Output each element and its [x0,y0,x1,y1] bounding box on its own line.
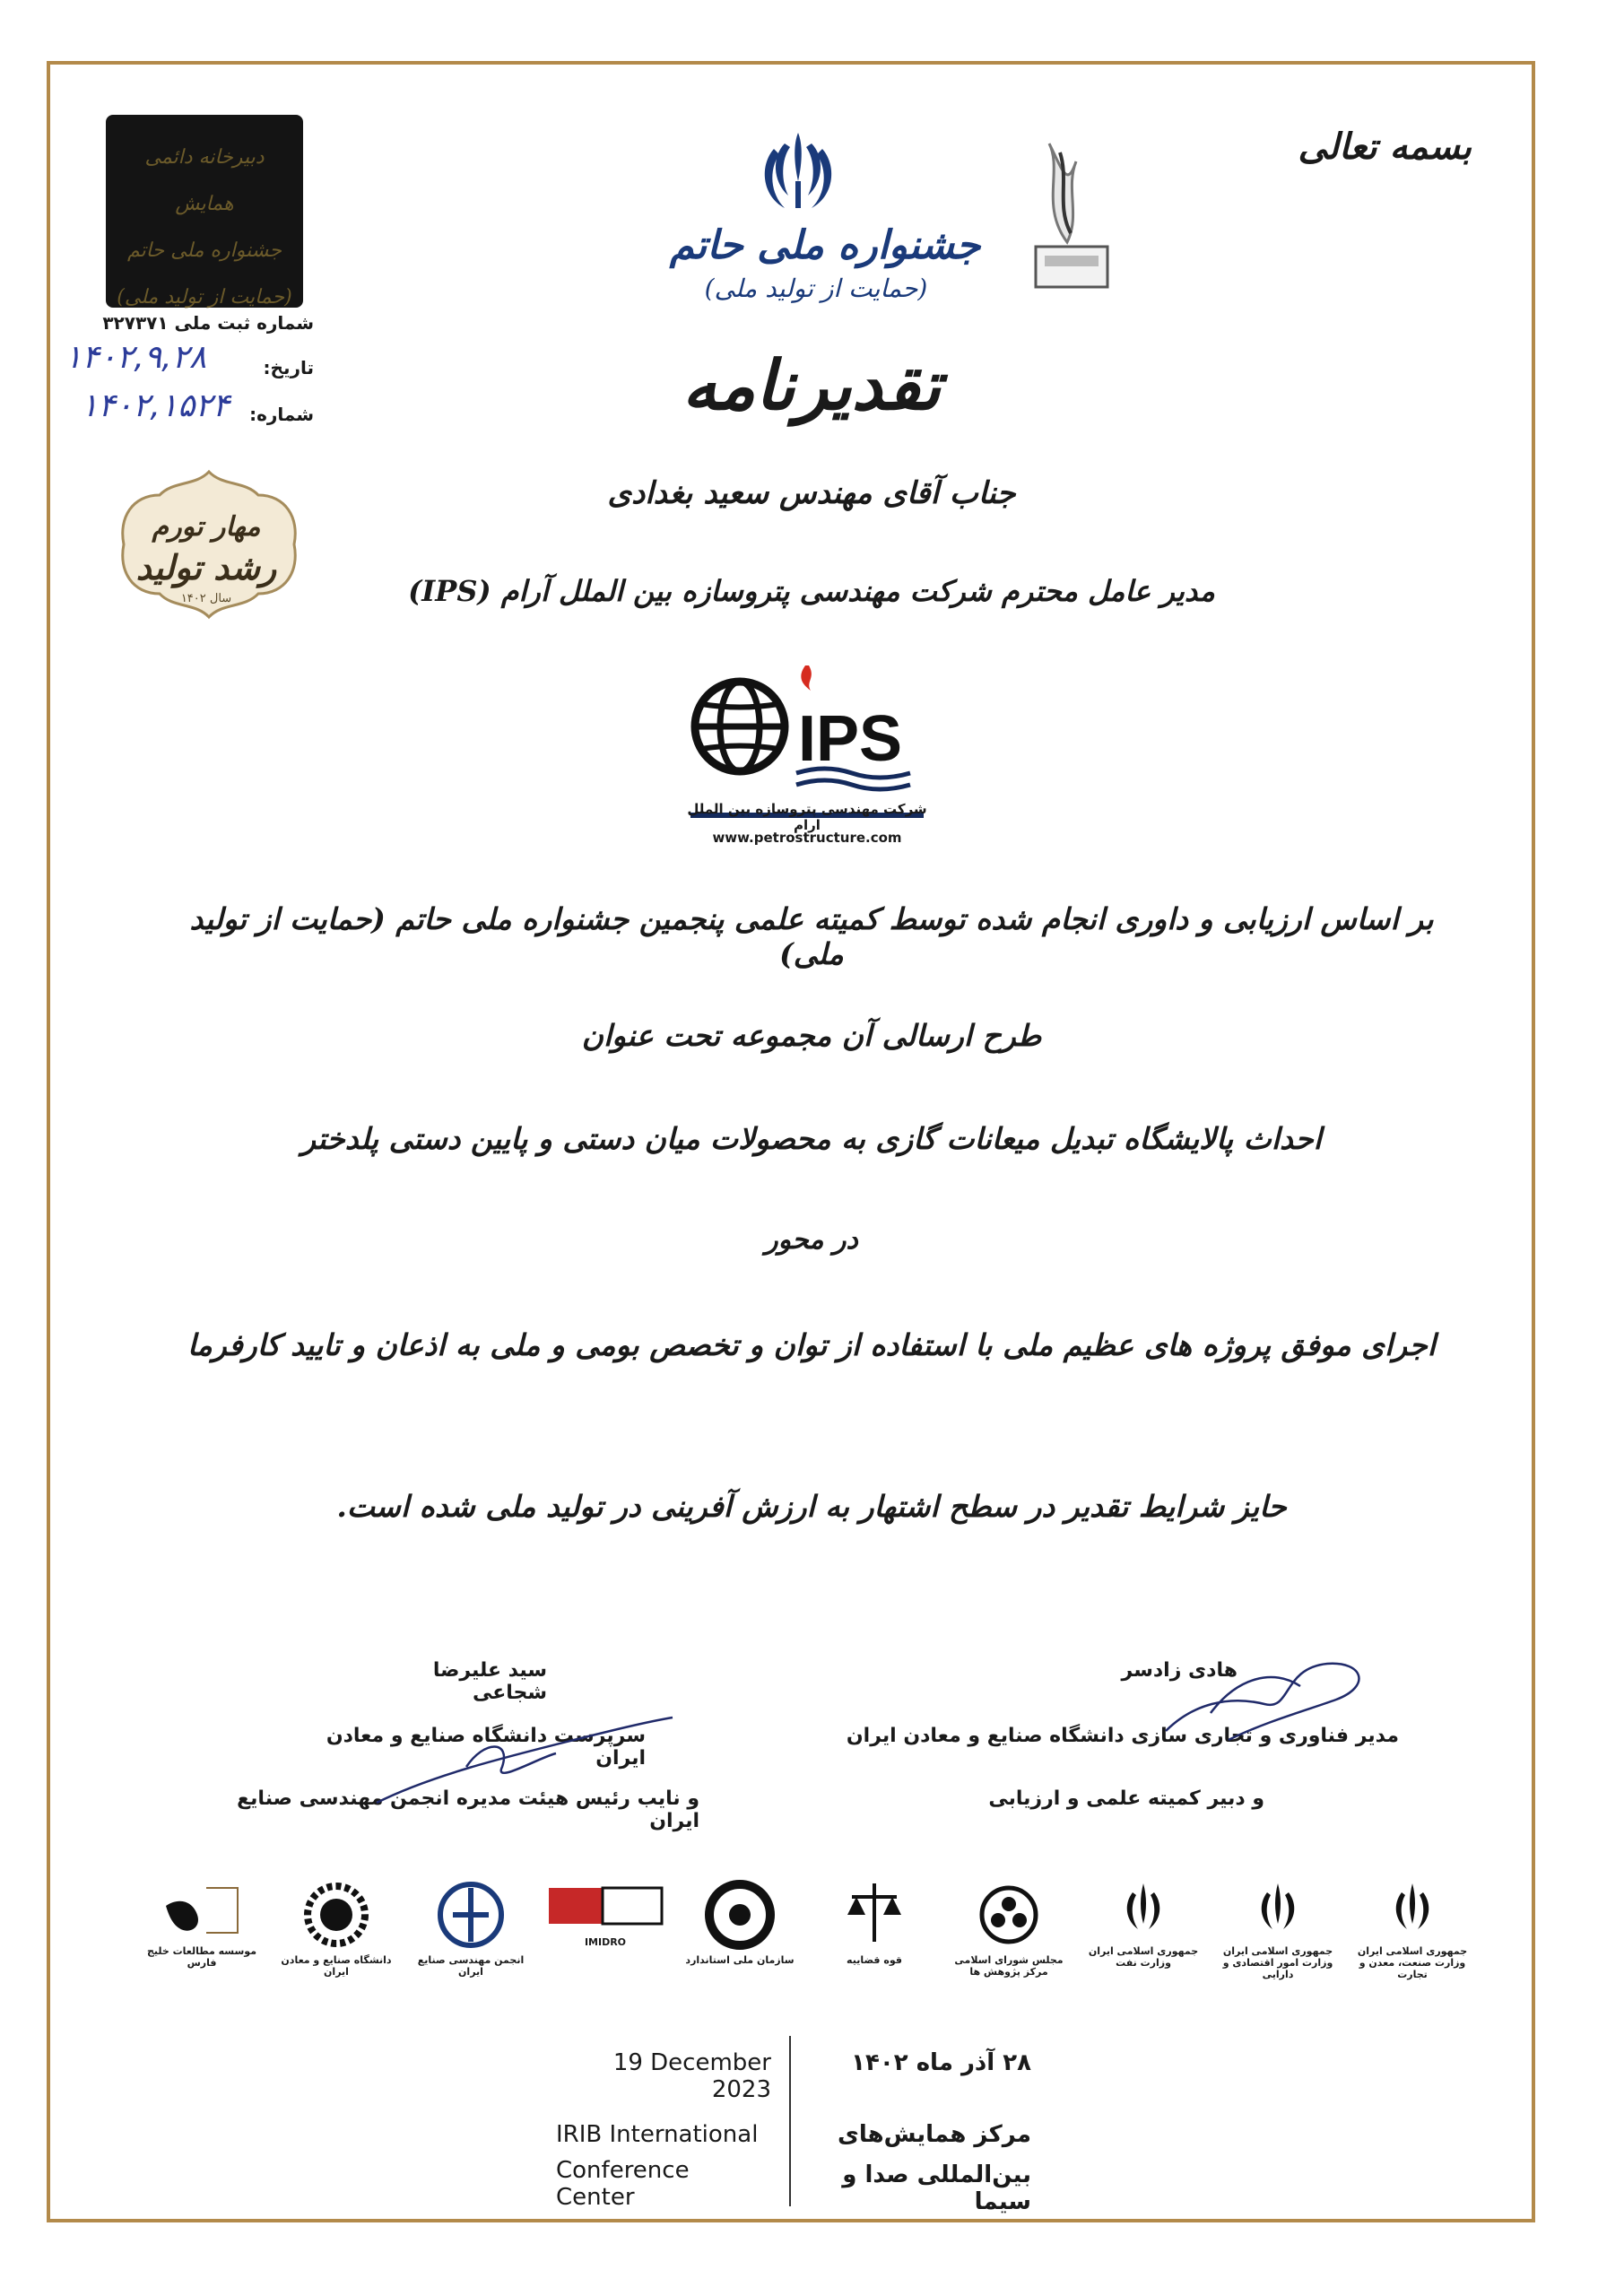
signer-right-name: هادی زادسر [1121,1659,1238,1682]
signer-left-name: سید علیرضا شجاعی [432,1659,547,1704]
org-logo [1076,1879,1211,1969]
org-name: موسسه مطالعات خلیج فارس [146,1945,257,1969]
org-logo [1211,1879,1345,1980]
organization-logos [135,1879,1480,2005]
registration-number: شماره ثبت ملی ۳۲۷۳۷۱ [102,312,314,334]
org-name: جمهوری اسلامی ایران وزارت امور اقتصادی و دارایی [1222,1945,1333,1980]
axis-intro-line: در محور [765,1224,858,1256]
org-logo [269,1879,404,1978]
secretariat-stamp-text [117,135,292,321]
seal-line3: سال ۱۴۰۲ [180,592,232,605]
org-logo [538,1879,673,1948]
seal-line2: رشد تولید [135,547,277,587]
signer-right-role2: و دبیر کمیته علمی و ارزیابی [988,1787,1264,1810]
number-value: ۱۴۰۲,۱۵۲۴ [81,387,230,424]
date-label: تاریخ: [263,357,314,378]
org-name: مجلس شورای اسلامی مرکز پژوهش ها [954,1954,1064,1978]
date-persian: ۲۸ آذر ماه ۱۴۰۲ [851,2049,1031,2076]
org-name: قوه قضاییه [847,1954,902,1966]
signer-left-signature [359,1704,682,1812]
number-label: شماره: [249,404,314,425]
stamp-line: دبیرخانه دائمی همایش [144,146,265,215]
signer-left-role1: سرپرست دانشگاه صنایع و معادن ایران [326,1725,646,1770]
project-title-line: احداث پالایشگاه تبدیل میعانات گازی به محصولات میان دستی و پایین دستی پلدختر [301,1121,1322,1156]
imidro-logo-icon [547,1879,664,1933]
stamp-line: (حمایت از تولید ملی) [117,286,292,309]
scales-of-justice-icon [843,1879,906,1951]
standard-org-icon [704,1879,776,1951]
org-name: IMIDRO [584,1936,627,1948]
org-logo [942,1879,1076,1978]
org-name: انجمن مهندسی صنایع ایران [417,1954,525,1978]
iran-emblem-icon [1251,1879,1305,1942]
association-emblem-icon [435,1879,507,1951]
hatam-trophy-icon [1013,135,1121,305]
ips-company-name: شرکت مهندسی پتروسازه بین الملل ارام [687,801,927,833]
bismillah: بسمه تعالی [1298,126,1472,168]
festival-subtitle: (حمایت از تولید ملی) [704,274,928,303]
festival-title: جشنواره ملی حاتم [669,222,981,268]
venue-english-line1: IRIB International [556,2121,759,2148]
date-value: ۱۴۰۲,۹,۲۸ [65,339,207,376]
axis-title-line: اجرای موفق پروژه های عظیم ملی با استفاده از توان و تخصص بومی و ملی به اذعان و تایید کارفرما [187,1327,1436,1362]
gulf-map-icon [161,1879,242,1942]
ips-website: www.petrostructure.com [712,830,902,846]
position-line: مدیر عامل محترم شرکت مهندسی پتروسازه بین الملل آرام (IPS) [408,574,1215,608]
venue-persian-line2: بین‌المللی صدا و سیما [842,2161,1031,2215]
signer-right-role1: مدیر فناوری و تجاری سازی دانشگاه صنایع و معادن ایران [846,1725,1399,1747]
certificate-title: تقدیرنامه [682,345,942,425]
ips-logo-text: IPS [798,703,903,775]
signer-right-signature [1157,1650,1390,1749]
iran-emblem-icon [1385,1879,1439,1942]
footer-divider [789,2036,791,2206]
iran-emblem-icon [1116,1879,1170,1942]
conclusion-line: حایز شرایط تقدیر در سطح اشتهار به ارزش آفرینی در تولید ملی شده است. [336,1489,1287,1524]
evaluation-line: بر اساس ارزیابی و داوری انجام شده توسط کمیته علمی پنجمین جشنواره ملی حاتم (حمایت از تولید ملی) [189,901,1434,971]
venue-persian-line1: مرکز همایش‌های [838,2121,1031,2148]
recipient-line: جناب آقای مهندس سعید بغدادی [607,475,1016,511]
parliament-research-icon [973,1879,1045,1951]
org-logo [673,1879,807,1966]
signer-left-role2: و نایب رئیس هیئت مدیره انجمن مهندسی صنایع ایران [237,1787,699,1832]
stamp-line: جشنواره ملی حاتم [127,239,282,262]
org-name: دانشگاه صنایع و معادن ایران [281,1954,392,1978]
gear-emblem-icon [300,1879,372,1951]
org-logo [1345,1879,1480,1980]
seal-line1: مهار تورم [152,511,261,543]
project-intro-line: طرح ارسالی آن مجموعه تحت عنوان [581,1018,1042,1053]
date-english: 19 December 2023 [612,2049,771,2103]
org-name: جمهوری اسلامی ایران وزارت صنعت، معدن و تجارت [1357,1945,1468,1980]
org-logo [404,1879,538,1978]
org-name: جمهوری اسلامی ایران وزارت نفت [1088,1945,1199,1969]
org-logo [135,1879,269,1969]
org-logo [807,1879,942,1966]
venue-english-line2: Conference Center [556,2157,690,2211]
org-name: سازمان ملی استاندارد [685,1954,795,1966]
iran-emblem-icon [758,126,838,220]
